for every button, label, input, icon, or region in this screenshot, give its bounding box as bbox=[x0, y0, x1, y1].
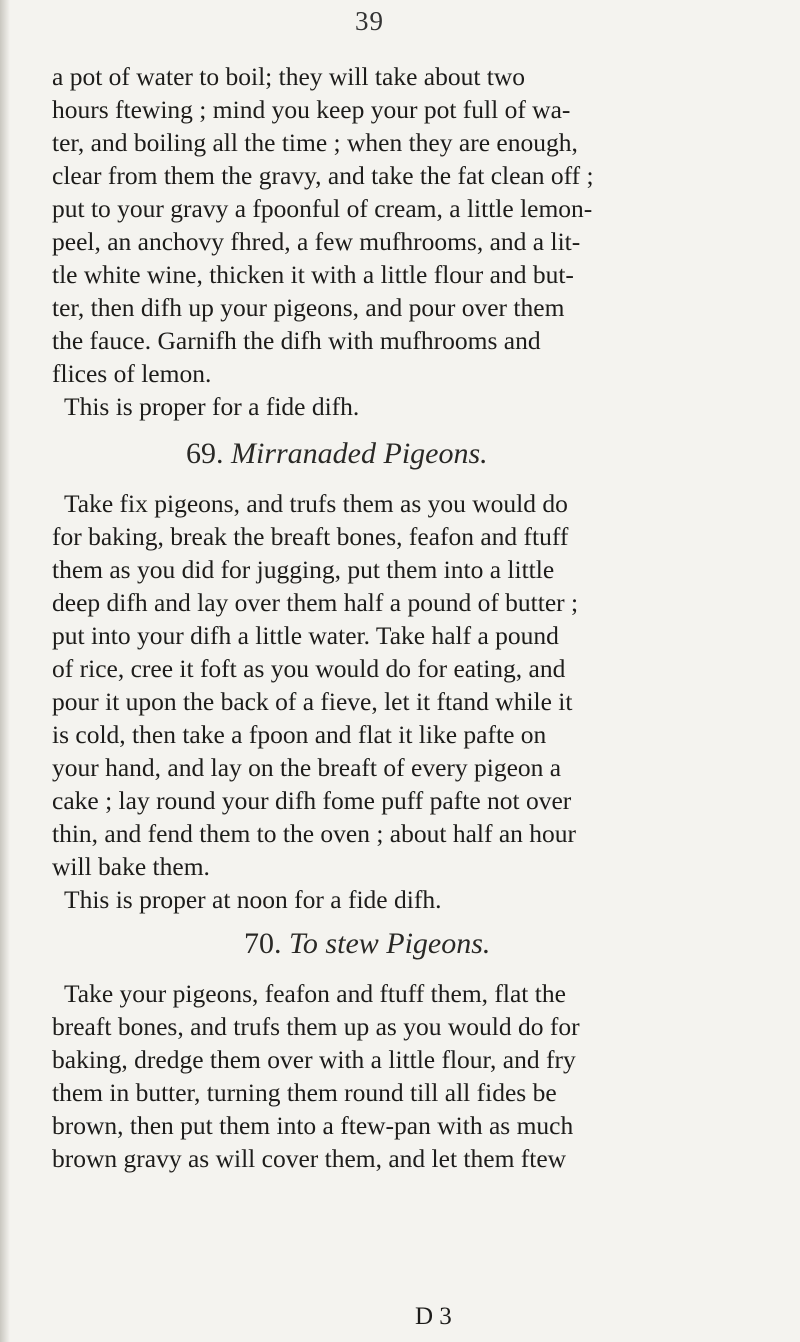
text-line: This is proper at noon for a fide difh. bbox=[64, 885, 442, 914]
text-line: clear from them the gravy, and take the fat clean off ; bbox=[52, 161, 594, 190]
text-line: of rice, cree it foft as you would do for eating, and bbox=[52, 654, 566, 683]
recipe-title: Mirranaded Pigeons. bbox=[231, 437, 488, 470]
text-line: your hand, and lay on the breaft of every pigeon a bbox=[52, 753, 562, 782]
recipe-heading-69 bbox=[186, 437, 488, 471]
text-line: put into your difh a little water. Take half a pound bbox=[52, 621, 559, 650]
text-line: brown gravy as will cover them, and let them ftew bbox=[52, 1144, 567, 1173]
page-number: 39 bbox=[355, 6, 384, 36]
text-line: put to your gravy a fpoonful of cream, a little lemon- bbox=[52, 194, 593, 223]
text-line: for baking, break the breaft bones, feafon and ftuff bbox=[52, 522, 569, 551]
text-line: ter, then difh up your pigeons, and pour over them bbox=[52, 293, 565, 322]
printer-signature-mark: D 3 bbox=[415, 1303, 452, 1330]
text-line: peel, an anchovy fhred, a few mufhrooms, and a lit- bbox=[52, 227, 581, 256]
text-line: thin, and fend them to the oven ; about half an hour bbox=[52, 819, 577, 848]
text-line: breaft bones, and trufs them up as you would do for bbox=[52, 1012, 580, 1041]
text-line: brown, then put them into a ftew-pan with as much bbox=[52, 1111, 574, 1140]
text-line: baking, dredge them over with a little flour, and fry bbox=[52, 1045, 576, 1074]
text-line: the fauce. Garnifh the difh with mufhrooms and bbox=[52, 326, 541, 355]
recipe-number: 69. bbox=[186, 437, 224, 470]
text-line: deep difh and lay over them half a pound of butter ; bbox=[52, 588, 579, 617]
page-gutter-shadow bbox=[0, 0, 10, 1342]
text-line: them as you did for jugging, put them into a little bbox=[52, 555, 555, 584]
recipe-heading-70 bbox=[244, 927, 490, 961]
text-line: them in butter, turning them round till all fides be bbox=[52, 1078, 557, 1107]
text-line: This is proper for a fide difh. bbox=[64, 392, 360, 421]
text-line: hours ftewing ; mind you keep your pot full of wa- bbox=[52, 95, 571, 124]
text-line: Take fix pigeons, and trufs them as you would do bbox=[64, 489, 568, 518]
recipe-title: To stew Pigeons. bbox=[289, 927, 491, 960]
text-line: Take your pigeons, feafon and ftuff them, flat the bbox=[64, 979, 566, 1008]
text-line: will bake them. bbox=[52, 852, 210, 881]
text-line: is cold, then take a fpoon and flat it like pafte on bbox=[52, 720, 547, 749]
text-line: flices of lemon. bbox=[52, 359, 212, 388]
recipe-number: 70. bbox=[244, 927, 282, 960]
text-line: ter, and boiling all the time ; when they are enough, bbox=[52, 128, 578, 157]
text-line: pour it upon the back of a fieve, let it ftand while it bbox=[52, 687, 573, 716]
text-line: cake ; lay round your difh fome puff pafte not over bbox=[52, 786, 572, 815]
text-line: tle white wine, thicken it with a little flour and but- bbox=[52, 260, 574, 289]
text-line: a pot of water to boil; they will take about two bbox=[52, 62, 526, 91]
